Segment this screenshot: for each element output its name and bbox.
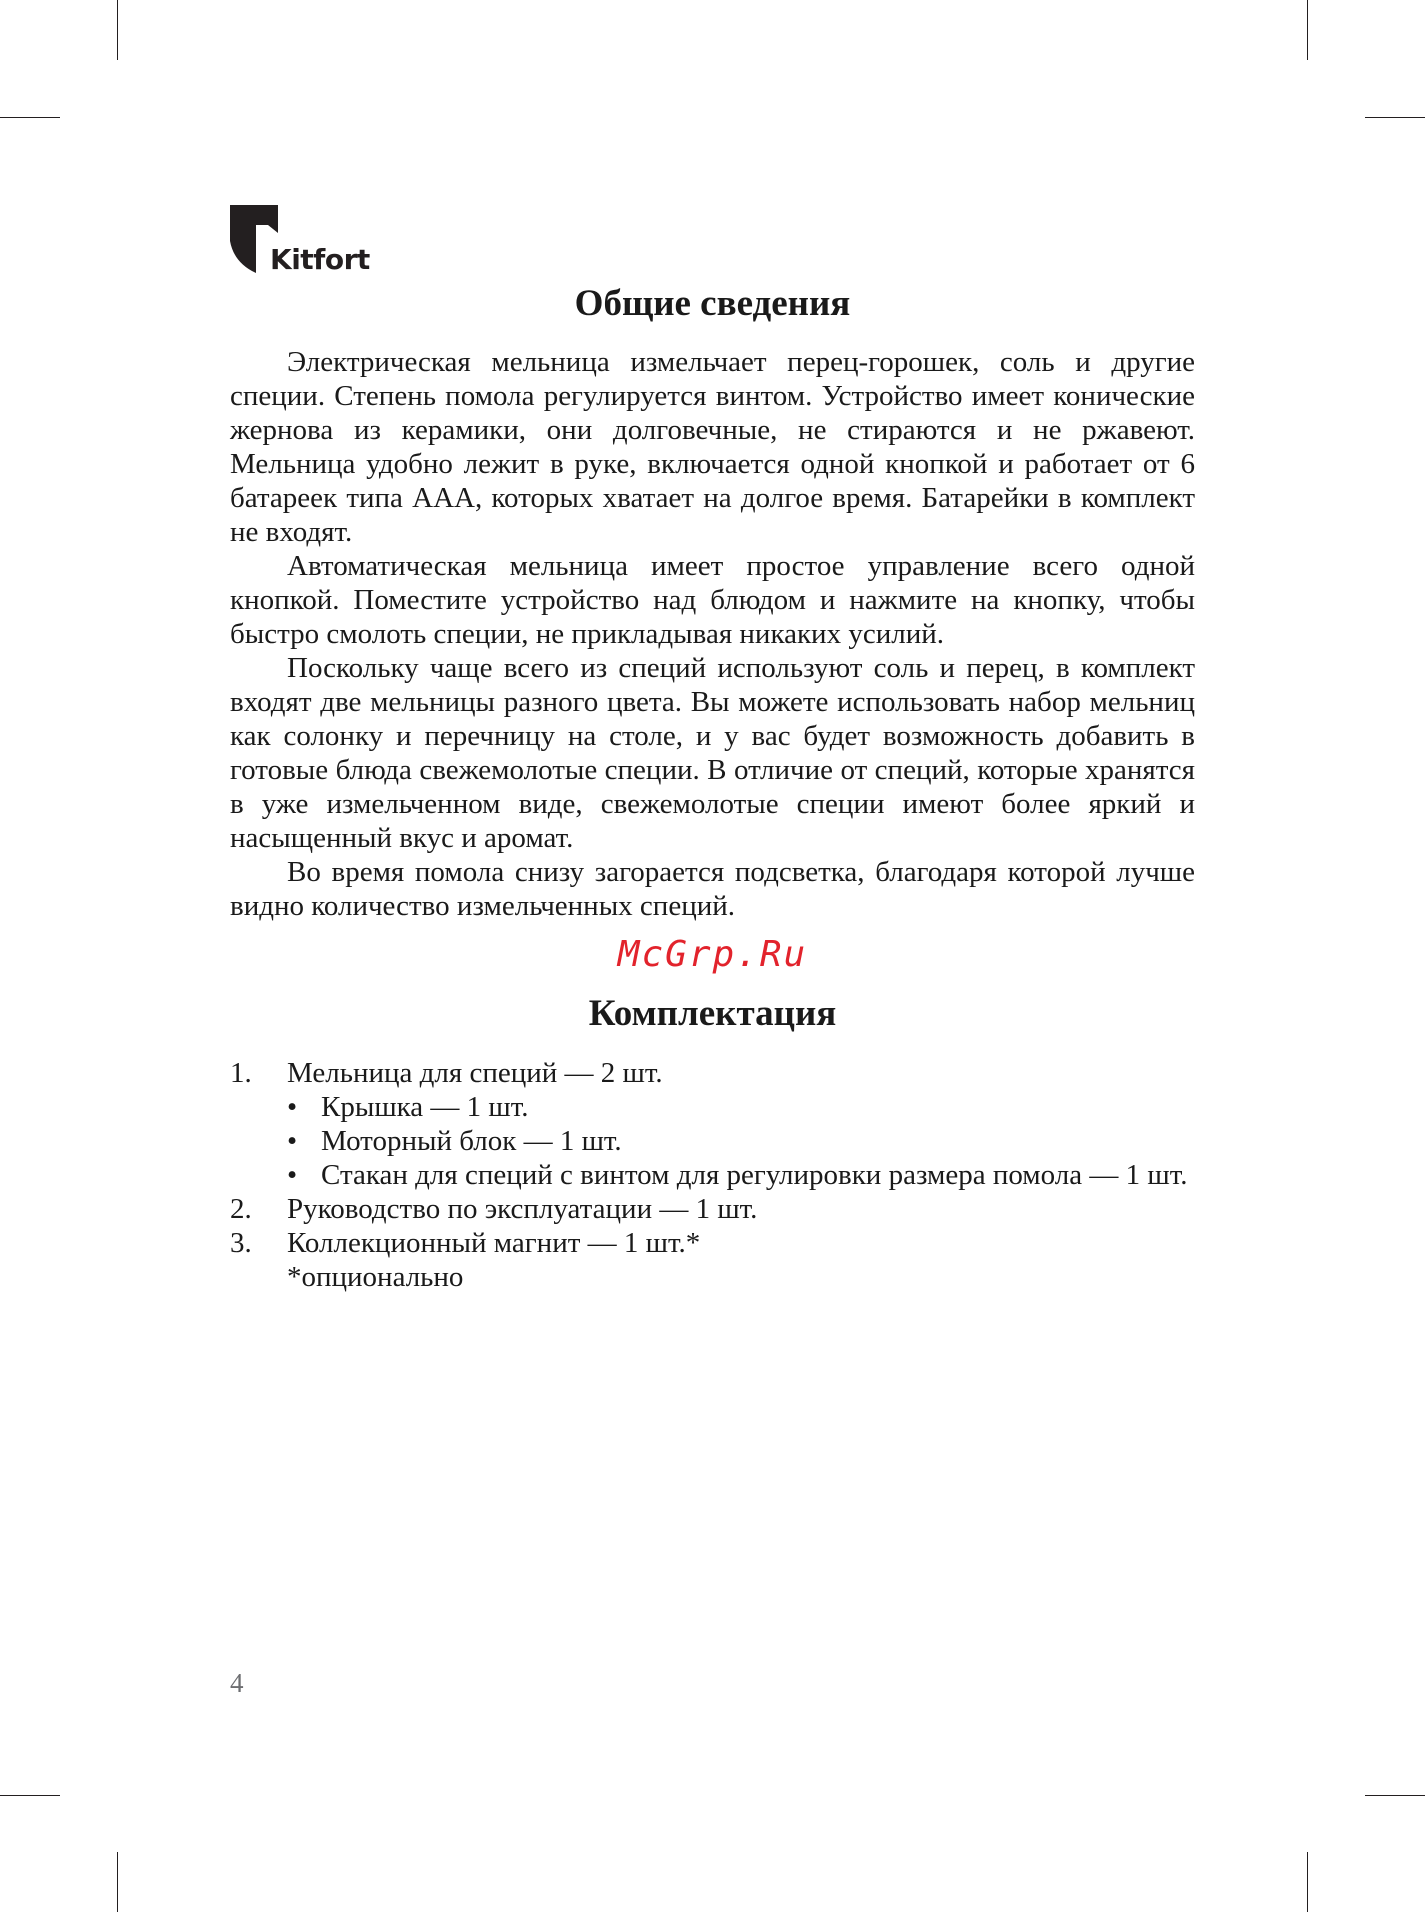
sub-list-item xyxy=(230,1090,1195,1124)
list-item xyxy=(230,1192,1195,1226)
contents-title: Комплектация xyxy=(588,993,837,1034)
general-title: Общие сведения xyxy=(574,283,851,324)
contents-list xyxy=(230,1056,1195,1294)
list-item-text: Мельница для специй — 2 шт. xyxy=(287,1057,663,1089)
crop-mark-bottom-left-h xyxy=(0,1795,60,1796)
bullet: • xyxy=(287,1125,298,1157)
crop-mark-bottom-right xyxy=(1307,1852,1308,1912)
paragraph-4: Во время помола снизу загорается подсветка, благодаря которой лучше видно количество измельченных специй. xyxy=(230,856,1195,922)
crop-mark-top-right xyxy=(1307,0,1308,60)
brand-name: Kitfort xyxy=(270,243,370,276)
crop-mark-top-left-h xyxy=(0,117,60,118)
watermark: McGrp.Ru xyxy=(617,934,808,975)
crop-mark-bottom-left xyxy=(117,1852,118,1912)
sub-list-item xyxy=(230,1158,1195,1192)
paragraph-2: Автоматическая мельница имеет простое управление всего одной кнопкой. Поместите устройство над блюдом и нажмите на кнопку, чтобы быстро смолоть специи, не прикладывая никаких усилий. xyxy=(230,550,1195,650)
list-item xyxy=(230,1226,1195,1260)
footnote: *опционально xyxy=(287,1261,464,1293)
list-item-text: Коллекционный магнит — 1 шт.* xyxy=(287,1227,701,1259)
crop-mark-bottom-right-h xyxy=(1365,1795,1425,1796)
sub-list-item xyxy=(230,1124,1195,1158)
bullet: • xyxy=(287,1159,298,1191)
bullet: • xyxy=(287,1091,298,1123)
list-item xyxy=(230,1056,1195,1090)
general-section xyxy=(230,282,1195,326)
list-item-number: 3. xyxy=(230,1227,252,1259)
kitfort-logo xyxy=(230,205,370,275)
contents-section xyxy=(230,992,1195,1036)
sub-list-item-text: Моторный блок — 1 шт. xyxy=(321,1125,622,1157)
sub-list-item-text: Стакан для специй с винтом для регулировки размера помола — 1 шт. xyxy=(321,1159,1188,1191)
crop-mark-top-left xyxy=(117,0,118,60)
general-body xyxy=(230,345,1195,923)
list-item-number: 2. xyxy=(230,1193,252,1225)
sub-list-item-text: Крышка — 1 шт. xyxy=(321,1091,529,1123)
crop-mark-top-right-h xyxy=(1365,117,1425,118)
list-item-number: 1. xyxy=(230,1057,252,1089)
paragraph-3: Поскольку чаще всего из специй используют соль и перец, в комплект входят две мельницы разного цвета. Вы можете использовать набор мельниц как солонку и перечницу на столе, и у вас будет возможность добавить в готовые блюда свежемолотые специи. В отличие от специй, которые хранятся в уже измельченном виде, свежемолотые специи имеют более яркий и насыщенный вкус и аромат. xyxy=(230,652,1195,854)
list-item-text: Руководство по эксплуатации — 1 шт. xyxy=(287,1193,758,1225)
paragraph-1: Электрическая мельница измельчает перец-горошек, соль и другие специи. Степень помола регулируется винтом. Устройство имеет конические жернова из керамики, они долговечные, не стираются и не ржавеют. Мельница удобно лежит в руке, включается одной кнопкой и работает от 6 батареек типа AAA, которых хватает на долгое время. Батарейки в комплект не входят. xyxy=(230,346,1195,548)
page-number: 4 xyxy=(230,1668,244,1698)
